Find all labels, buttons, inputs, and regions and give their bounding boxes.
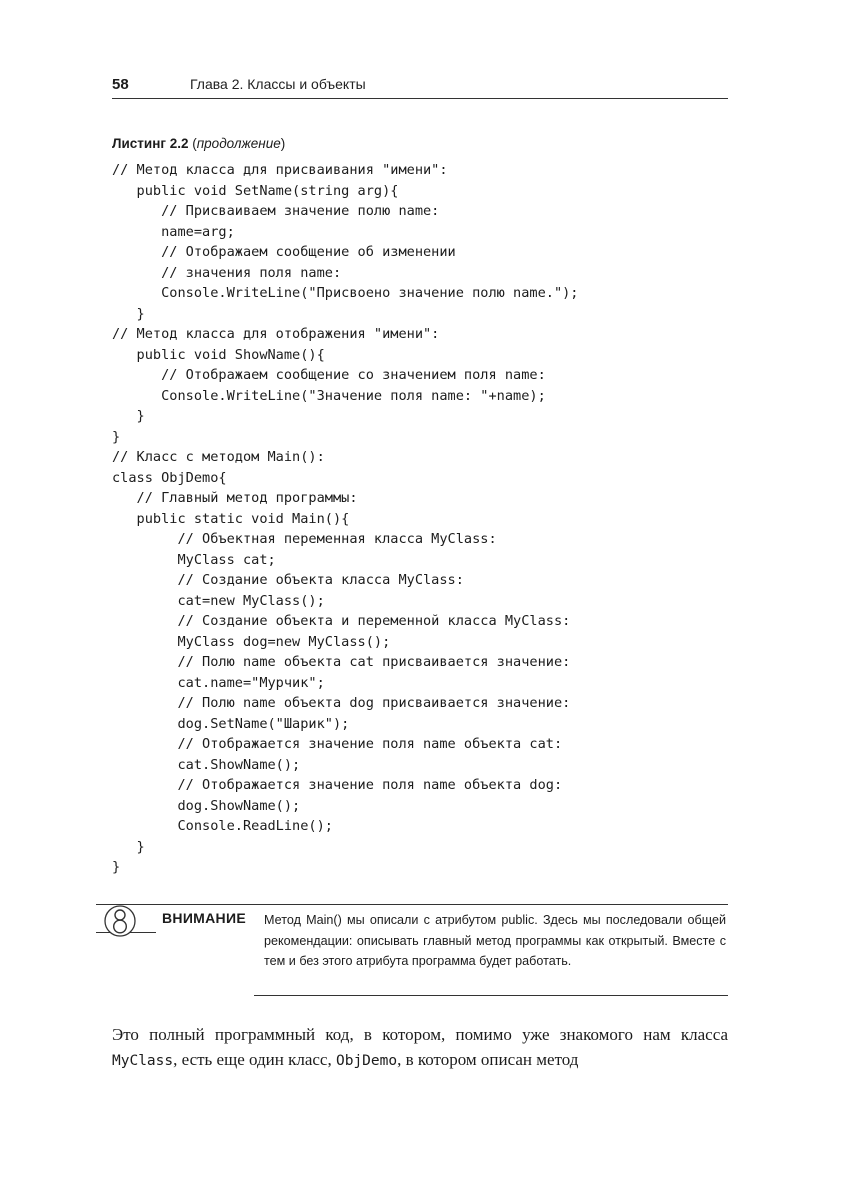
code-line: // Полю name объекта dog присваивается значение:	[112, 695, 571, 711]
code-line: Console.ReadLine();	[112, 818, 333, 834]
listing-caption	[112, 136, 285, 151]
inline-code: ObjDemo	[335, 1053, 398, 1069]
callout-label: ВНИМАНИЕ	[162, 910, 246, 926]
code-line: cat.ShowName();	[112, 756, 301, 773]
code-line: name=arg;	[112, 223, 235, 240]
code-line: Console.WriteLine("Значение поля name: "+name);	[112, 387, 546, 404]
number-8-circle-icon	[100, 904, 140, 938]
code-line: }	[112, 859, 121, 875]
code-line: class ObjDemo{	[112, 469, 227, 486]
code-line: // Объектная переменная класса MyClass:	[112, 531, 497, 547]
code-line: dog.ShowName();	[112, 797, 301, 814]
code-line: // Отображается значение поля name объекта dog:	[112, 777, 563, 793]
code-line: }	[112, 408, 145, 424]
code-listing	[112, 160, 579, 878]
code-line: // Класс с методом Main():	[112, 449, 325, 465]
listing-close-paren: )	[280, 136, 286, 151]
warning-callout	[96, 904, 728, 1000]
body-text-part: Это полный программный код, в котором, помимо уже знакомого нам класса	[112, 1025, 728, 1044]
code-line: // Метод класса для присваивания "имени":	[112, 162, 448, 178]
chapter-title: Глава 2. Классы и объекты	[190, 76, 366, 92]
code-line: }	[112, 428, 121, 445]
page-number: 58	[112, 76, 129, 93]
code-line: }	[112, 305, 145, 322]
code-line: // Метод класса для отображения "имени":	[112, 326, 440, 342]
code-line: public void ShowName(){	[112, 346, 325, 363]
body-text-part: , есть еще один класс,	[173, 1050, 336, 1069]
body-paragraph	[112, 1022, 728, 1074]
callout-text: Метод Main() мы описали с атрибутом public. Здесь мы последовали общей рекомендации: описывать главный метод программы как открытый. Вместе с тем и без этого атрибута программа будет работать.	[264, 913, 726, 968]
body-text-part: , в котором описан метод	[397, 1050, 579, 1069]
callout-bottom-rule	[254, 995, 728, 996]
listing-label: Листинг 2.2	[112, 136, 189, 151]
code-line: // Создание объекта и переменной класса MyClass:	[112, 613, 571, 629]
code-line: Console.WriteLine("Присвоено значение полю name.");	[112, 285, 579, 301]
code-line: MyClass dog=new MyClass();	[112, 633, 391, 650]
code-line: // Полю name объекта cat присваивается значение:	[112, 654, 571, 670]
code-line: public static void Main(){	[112, 510, 350, 527]
running-header	[112, 74, 728, 99]
code-line: public void SetName(string arg){	[112, 182, 399, 199]
code-line: // Присваиваем значение полю name:	[112, 203, 440, 219]
code-line: // Отображаем сообщение об изменении	[112, 244, 456, 260]
inline-code: MyClass	[112, 1053, 174, 1069]
code-line: // значения поля name:	[112, 264, 342, 281]
code-line: cat=new MyClass();	[112, 592, 325, 609]
listing-note: продолжение	[196, 136, 281, 151]
callout-top-rule	[96, 904, 728, 905]
code-line: cat.name="Мурчик";	[112, 674, 325, 691]
code-line: // Создание объекта класса MyClass:	[112, 572, 464, 588]
code-line: MyClass cat;	[112, 551, 276, 568]
code-line: // Отображается значение поля name объекта cat:	[112, 736, 563, 752]
listing-open-paren: (	[188, 136, 197, 151]
code-line: }	[112, 838, 145, 855]
code-line: // Главный метод программы:	[112, 490, 358, 506]
code-line: // Отображаем сообщение со значением поля name:	[112, 367, 546, 383]
code-line: dog.SetName("Шарик");	[112, 715, 350, 732]
